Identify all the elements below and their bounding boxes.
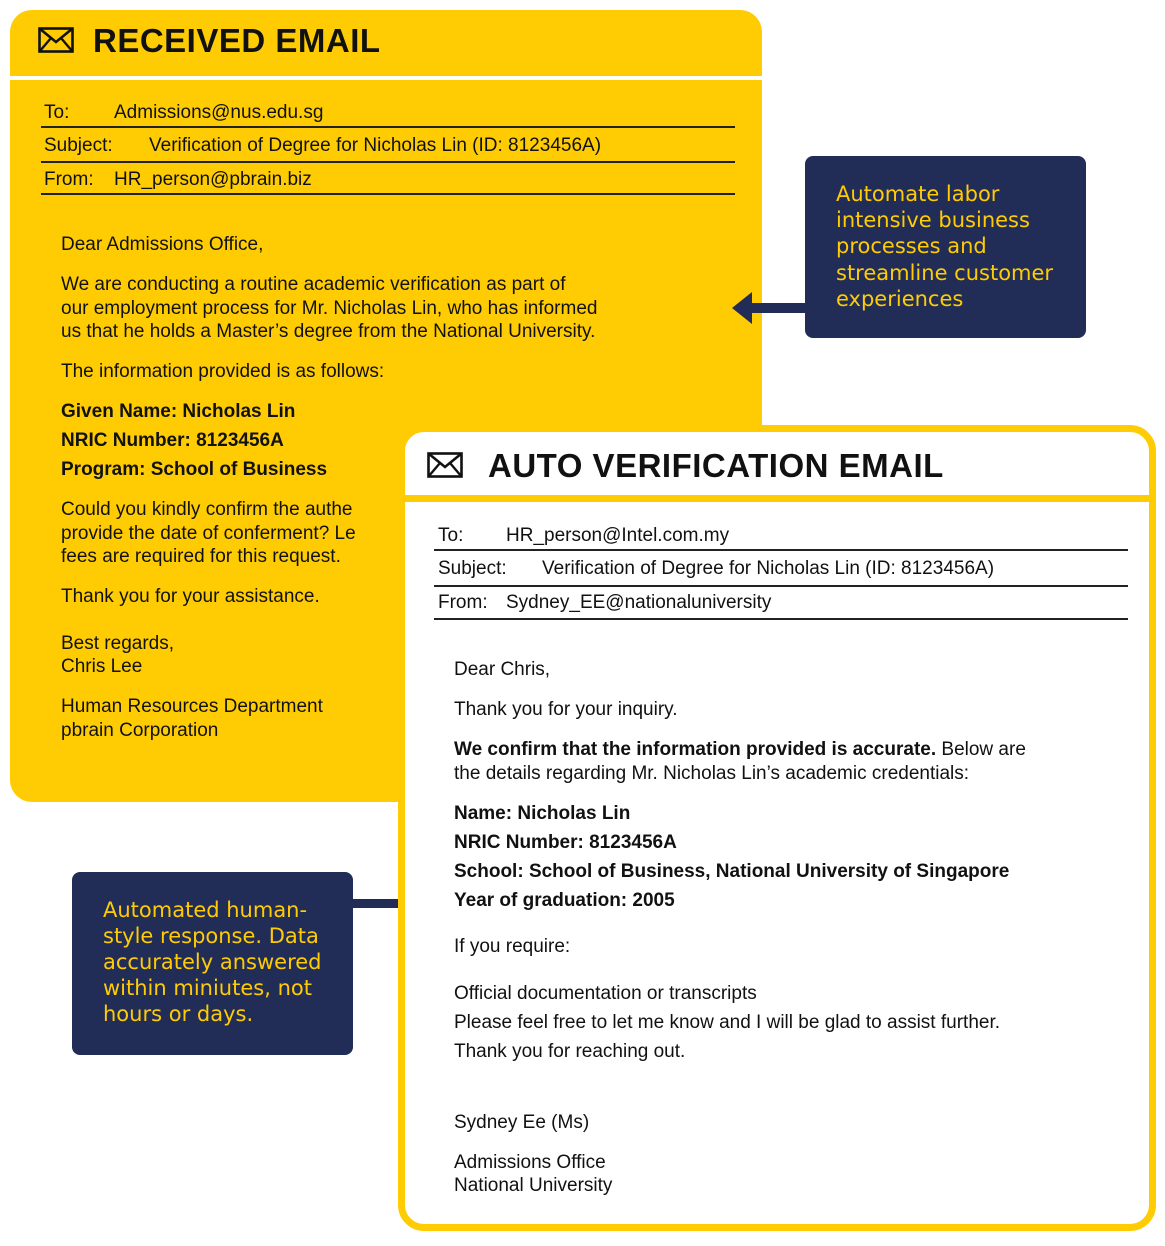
office: Admissions Office (454, 1152, 606, 1173)
meta-divider (41, 161, 735, 163)
envelope-icon (38, 27, 74, 53)
subject-label: Subject: (44, 135, 113, 156)
credential-school: School: School of Business, National University of Singapore (454, 861, 1010, 882)
callout-line: accurately answered (103, 950, 322, 974)
paragraph-line: provide the date of conferment? Le (61, 523, 356, 544)
to-value: HR_person@Intel.com.my (506, 525, 730, 546)
paragraph-line: We are conducting a routine academic verification as part of (61, 274, 566, 295)
to-label: To: (44, 102, 70, 123)
callout-line: streamline customer (836, 261, 1054, 285)
received-email-title: RECEIVED EMAIL (93, 22, 381, 59)
callout-line: experiences (836, 287, 964, 311)
callout-line: processes and (836, 234, 987, 258)
arrow-left-icon (732, 290, 808, 326)
meta-divider (434, 585, 1128, 587)
callout-line: within miniutes, not (103, 976, 312, 1000)
from-value: Sydney_EE@nationaluniversity (506, 592, 772, 613)
if-require: If you require: (454, 936, 571, 957)
paragraph-line: The information provided is as follows: (61, 361, 385, 382)
confirm-line (454, 738, 1026, 762)
company: pbrain Corporation (61, 720, 219, 741)
program: Program: School of Business (61, 459, 328, 480)
callout-line: hours or days. (103, 1002, 254, 1026)
nric-number: NRIC Number: 8123456A (61, 430, 284, 451)
line-reaching: Thank you for reaching out. (454, 1041, 686, 1062)
confirm-line-2: the details regarding Mr. Nicholas Lin’s academic credentials: (454, 763, 970, 784)
paragraph-line: fees are required for this request. (61, 546, 341, 567)
callout-line: Automated human- (103, 898, 308, 922)
greeting: Dear Chris, (454, 659, 551, 680)
paragraph-line: Could you kindly confirm the authe (61, 499, 353, 520)
signer-name: Sydney Ee (Ms) (454, 1112, 590, 1133)
envelope-icon (427, 452, 463, 478)
meta-divider (41, 126, 735, 128)
credential-year: Year of graduation: 2005 (454, 890, 675, 911)
thanks-inquiry: Thank you for your inquiry. (454, 699, 678, 720)
regards: Best regards, (61, 633, 174, 654)
callout-line: intensive business (836, 208, 1030, 232)
given-name: Given Name: Nicholas Lin (61, 401, 296, 422)
from-label: From: (438, 592, 488, 613)
from-label: From: (44, 169, 94, 190)
department: Human Resources Department (61, 696, 323, 717)
credential-name: Name: Nicholas Lin (454, 803, 631, 824)
callout-response (72, 872, 353, 1055)
confirm-bold: We confirm that the information provided is accurate. (454, 739, 937, 760)
credential-nric: NRIC Number: 8123456A (454, 832, 677, 853)
paragraph-line: us that he holds a Master’s degree from the National University. (61, 321, 596, 342)
line-docs: Official documentation or transcripts (454, 983, 757, 1004)
meta-divider (41, 193, 735, 195)
greeting: Dear Admissions Office, (61, 234, 264, 255)
university: National University (454, 1175, 613, 1196)
header-divider (405, 495, 1149, 502)
subject-value: Verification of Degree for Nicholas Lin (ID: 8123456A) (542, 558, 995, 579)
confirm-rest: Below are (936, 739, 1026, 760)
meta-divider (434, 618, 1128, 620)
auto-verification-panel (398, 425, 1156, 1231)
signer-name: Chris Lee (61, 656, 143, 677)
thanks-line: Thank you for your assistance. (61, 586, 320, 607)
callout-line: Automate labor (836, 182, 1000, 206)
callout-automate (805, 156, 1086, 338)
paragraph-line: our employment process for Mr. Nicholas Lin, who has informed (61, 298, 598, 319)
to-value: Admissions@nus.edu.sg (114, 102, 324, 123)
header-divider (10, 76, 762, 80)
callout-line: style response. Data (103, 924, 319, 948)
from-value: HR_person@pbrain.biz (114, 169, 312, 190)
auto-email-title: AUTO VERIFICATION EMAIL (488, 447, 944, 484)
line-free: Please feel free to let me know and I will be glad to assist further. (454, 1012, 1001, 1033)
meta-divider (434, 549, 1128, 551)
subject-label: Subject: (438, 558, 507, 579)
subject-value: Verification of Degree for Nicholas Lin (ID: 8123456A) (149, 135, 602, 156)
to-label: To: (438, 525, 464, 546)
